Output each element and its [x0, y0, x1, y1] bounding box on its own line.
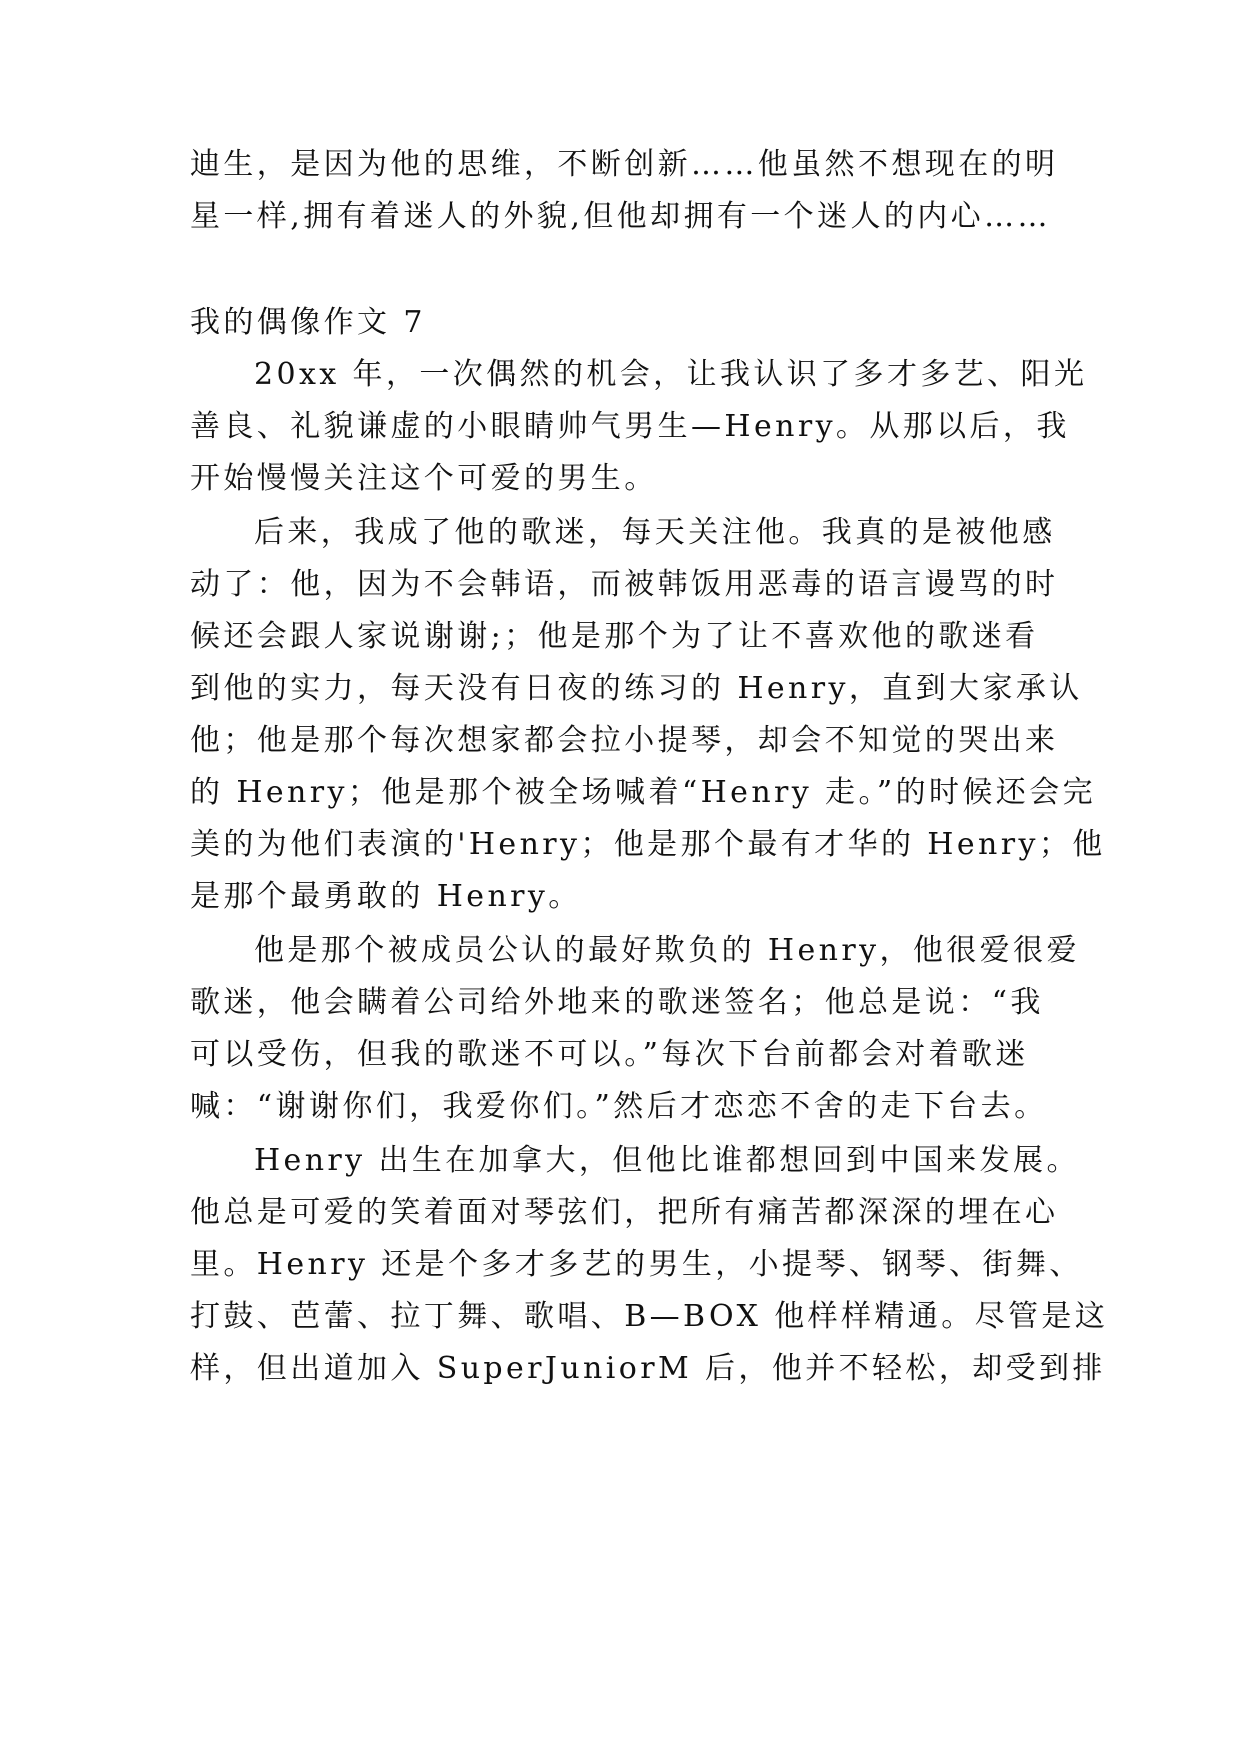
text-line: 动了：他，因为不会韩语，而被韩饭用恶毒的语言谩骂的时 — [190, 567, 1059, 602]
text-line: 歌迷，他会瞒着公司给外地来的歌迷签名；他总是说：“我 — [190, 985, 1044, 1020]
text-line: 到他的实力，每天没有日夜的练习的 Henry，直到大家承认 — [190, 671, 1083, 706]
text-line: Henry 出生在加拿大，但他比谁都想回到中国来发展。 — [254, 1143, 1080, 1178]
text-line: 里。Henry 还是个多才多艺的男生，小提琴、钢琴、街舞、 — [190, 1247, 1083, 1282]
text-line: 样，但出道加入 SuperJuniorM 后，他并不轻松，却受到排 — [190, 1351, 1106, 1386]
text-line: 喊：“谢谢你们，我爱你们。”然后才恋恋不舍的走下台去。 — [190, 1089, 1048, 1124]
text-line: 星一样,拥有着迷人的外貌,但他却拥有一个迷人的内心…… — [190, 199, 1051, 234]
text-line: 20xx 年，一次偶然的机会，让我认识了多才多艺、阳光 — [254, 357, 1088, 392]
text-line: 打鼓、芭蕾、拉丁舞、歌唱、B—BOX 他样样精通。尽管是这 — [190, 1299, 1109, 1334]
text-line: 后来，我成了他的歌迷，每天关注他。我真的是被他感 — [254, 515, 1056, 550]
text-line: 迪生，是因为他的思维，不断创新……他虽然不想现在的明 — [190, 147, 1059, 182]
text-line: 美的为他们表演的'Henry；他是那个最有才华的 Henry；他 — [190, 827, 1106, 862]
text-line: 可以受伤，但我的歌迷不可以。”每次下台前都会对着歌迷 — [190, 1037, 1029, 1072]
text-line: 候还会跟人家说谢谢;；他是那个为了让不喜欢他的歌迷看 — [190, 619, 1039, 654]
text-line: 他；他是那个每次想家都会拉小提琴，却会不知觉的哭出来 — [190, 723, 1059, 758]
text-line: 开始慢慢关注这个可爱的男生。 — [190, 461, 658, 496]
text-line: 善良、礼貌谦虚的小眼睛帅气男生—Henry。从那以后，我 — [190, 409, 1070, 444]
section-title: 我的偶像作文 7 — [190, 305, 426, 340]
text-line: 是那个最勇敢的 Henry。 — [190, 879, 582, 914]
text-line: 他总是可爱的笑着面对琴弦们，把所有痛苦都深深的埋在心 — [190, 1195, 1059, 1230]
text-line: 他是那个被成员公认的最好欺负的 Henry，他很爱很爱 — [254, 933, 1080, 968]
text-line: 的 Henry；他是那个被全场喊着“Henry 走。”的时候还会完 — [190, 775, 1096, 810]
